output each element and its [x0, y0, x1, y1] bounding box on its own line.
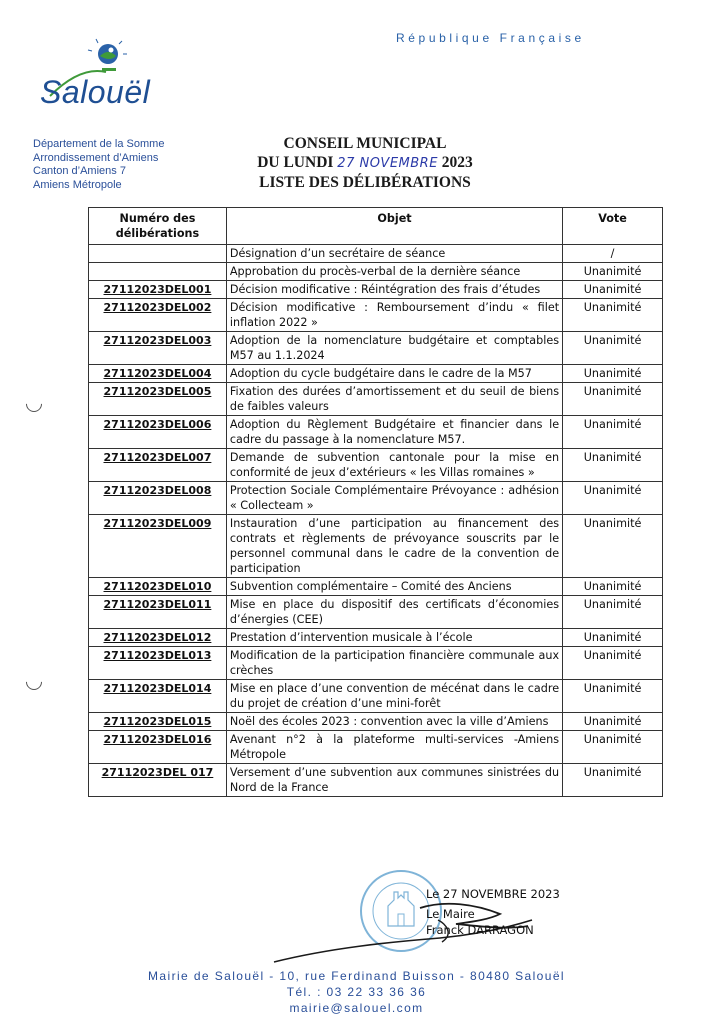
table-row	[89, 764, 663, 797]
deliberation-object-cell: Prestation d’intervention musicale à l’école	[226, 629, 562, 647]
dept-line: Canton d’Amiens 7	[33, 165, 126, 177]
heading-line1: CONSEIL MUNICIPAL	[283, 135, 447, 152]
deliberation-vote-cell: Unanimité	[563, 629, 663, 647]
heading-line3: LISTE DES DÉLIBÉRATIONS	[259, 174, 471, 191]
deliberation-vote-cell: Unanimité	[563, 299, 663, 332]
logo-wordmark: Salouël	[40, 74, 151, 110]
deliberation-number-cell: 27112023DEL013	[89, 647, 227, 680]
signature-date: Le 27 NOVEMBRE 2023	[426, 887, 560, 901]
deliberation-object-cell: Avenant n°2 à la plateforme multi-services -Amiens Métropole	[226, 731, 562, 764]
deliberation-number-cell	[89, 263, 227, 281]
table-row	[89, 578, 663, 596]
deliberation-object-cell: Adoption du Règlement Budgétaire et financier dans le cadre du passage à la nomenclature M57.	[226, 416, 562, 449]
signature-role: Le Maire	[426, 907, 475, 921]
deliberation-number-cell: 27112023DEL003	[89, 332, 227, 365]
deliberation-object-cell: Approbation du procès-verbal de la dernière séance	[226, 263, 562, 281]
deliberation-number-cell: 27112023DEL004	[89, 365, 227, 383]
deliberation-number-cell: 27112023DEL015	[89, 713, 227, 731]
deliberation-number-cell: 27112023DEL002	[89, 299, 227, 332]
deliberation-object-cell: Mise en place du dispositif des certificats d’économies d’énergies (CEE)	[226, 596, 562, 629]
deliberation-object-cell: Protection Sociale Complémentaire Prévoyance : adhésion « Collecteam »	[226, 482, 562, 515]
deliberation-vote-cell: Unanimité	[563, 647, 663, 680]
table-row	[89, 263, 663, 281]
table-row	[89, 299, 663, 332]
deliberation-object-cell: Adoption de la nomenclature budgétaire et comptables M57 au 1.1.2024	[226, 332, 562, 365]
deliberation-vote-cell: Unanimité	[563, 731, 663, 764]
header-objet: Objet	[226, 208, 562, 245]
table-row	[89, 680, 663, 713]
signature-name: Franck DARRAGON	[426, 923, 534, 937]
dept-line: Amiens Métropole	[33, 178, 122, 191]
heading-year: 2023	[441, 154, 473, 171]
deliberation-number-cell: 27112023DEL 017	[89, 764, 227, 797]
deliberation-vote-cell: Unanimité	[563, 764, 663, 797]
document-heading	[220, 134, 510, 192]
footer-address: Mairie de Salouël - 10, rue Ferdinand Buisson - 80480 Salouël	[148, 969, 565, 983]
table-row	[89, 515, 663, 578]
table-row	[89, 245, 663, 263]
deliberation-vote-cell: /	[563, 245, 663, 263]
deliberation-number-cell: 27112023DEL014	[89, 680, 227, 713]
deliberation-vote-cell: Unanimité	[563, 263, 663, 281]
deliberation-number-cell: 27112023DEL007	[89, 449, 227, 482]
deliberation-vote-cell: Unanimité	[563, 449, 663, 482]
deliberation-number-cell	[89, 245, 227, 263]
heading-date-prefix: DU LUNDI	[257, 154, 334, 171]
signature-block	[426, 884, 560, 940]
dept-line: Arrondissement d’Amiens	[33, 151, 159, 164]
table-row	[89, 332, 663, 365]
table-row	[89, 647, 663, 680]
deliberation-object-cell: Désignation d’un secrétaire de séance	[226, 245, 562, 263]
dept-line: Département de la Somme	[33, 138, 165, 150]
deliberation-object-cell: Versement d’une subvention aux communes sinistrées du Nord de la France	[226, 764, 562, 797]
deliberation-vote-cell: Unanimité	[563, 680, 663, 713]
deliberation-object-cell: Demande de subvention cantonale pour la mise en conformité de jeux d’extérieurs « les Villas romaines »	[226, 449, 562, 482]
punch-hole-mark	[23, 393, 46, 416]
deliberation-object-cell: Fixation des durées d’amortissement et du seuil de biens de faibles valeurs	[226, 383, 562, 416]
deliberation-object-cell: Modification de la participation financière communale aux crèches	[226, 647, 562, 680]
deliberation-vote-cell: Unanimité	[563, 713, 663, 731]
deliberation-vote-cell: Unanimité	[563, 281, 663, 299]
handwritten-date: 27 NOVEMBRE	[337, 156, 438, 171]
deliberation-number-cell: 27112023DEL010	[89, 578, 227, 596]
deliberation-vote-cell: Unanimité	[563, 416, 663, 449]
table-row	[89, 731, 663, 764]
deliberation-vote-cell: Unanimité	[563, 596, 663, 629]
deliberation-vote-cell: Unanimité	[563, 332, 663, 365]
deliberation-vote-cell: Unanimité	[563, 482, 663, 515]
deliberation-number-cell: 27112023DEL012	[89, 629, 227, 647]
deliberation-number-cell: 27112023DEL008	[89, 482, 227, 515]
punch-hole-mark	[23, 671, 46, 694]
deliberation-object-cell: Instauration d’une participation au financement des contrats et règlements de prévoyance souscrits par le personnel communal dans le cadre de la convention de participation	[226, 515, 562, 578]
deliberation-number-cell: 27112023DEL011	[89, 596, 227, 629]
table-row	[89, 713, 663, 731]
header-numero: Numéro des délibérations	[89, 208, 227, 245]
deliberation-vote-cell: Unanimité	[563, 578, 663, 596]
deliberation-object-cell: Décision modificative : Remboursement d’indu « filet inflation 2022 »	[226, 299, 562, 332]
deliberation-number-cell: 27112023DEL009	[89, 515, 227, 578]
table-row	[89, 482, 663, 515]
table-row	[89, 365, 663, 383]
header-vote: Vote	[563, 208, 663, 245]
deliberation-number-cell: 27112023DEL006	[89, 416, 227, 449]
footer-phone: Tél. : 03 22 33 36 36	[286, 985, 427, 999]
deliberation-vote-cell: Unanimité	[563, 383, 663, 416]
footer-email[interactable]: mairie@salouel.com	[289, 1001, 424, 1015]
table-row	[89, 281, 663, 299]
table-row	[89, 629, 663, 647]
table-header-row	[89, 208, 663, 245]
deliberation-number-cell: 27112023DEL001	[89, 281, 227, 299]
table-row	[89, 596, 663, 629]
department-block	[33, 138, 164, 192]
table-row	[89, 383, 663, 416]
deliberation-vote-cell: Unanimité	[563, 515, 663, 578]
table-row	[89, 449, 663, 482]
deliberation-number-cell: 27112023DEL005	[89, 383, 227, 416]
heading-line2	[220, 153, 510, 173]
deliberation-object-cell: Décision modificative : Réintégration des frais d’études	[226, 281, 562, 299]
deliberation-object-cell: Mise en place d’une convention de mécénat dans le cadre du projet de création d’une mini-forêt	[226, 680, 562, 713]
deliberations-table	[88, 207, 663, 797]
deliberation-object-cell: Noël des écoles 2023 : convention avec la ville d’Amiens	[226, 713, 562, 731]
table-row	[89, 416, 663, 449]
deliberation-vote-cell: Unanimité	[563, 365, 663, 383]
deliberation-object-cell: Subvention complémentaire – Comité des Anciens	[226, 578, 562, 596]
deliberation-object-cell: Adoption du cycle budgétaire dans le cadre de la M57	[226, 365, 562, 383]
republique-francaise-label: République Française	[396, 31, 585, 45]
deliberation-number-cell: 27112023DEL016	[89, 731, 227, 764]
